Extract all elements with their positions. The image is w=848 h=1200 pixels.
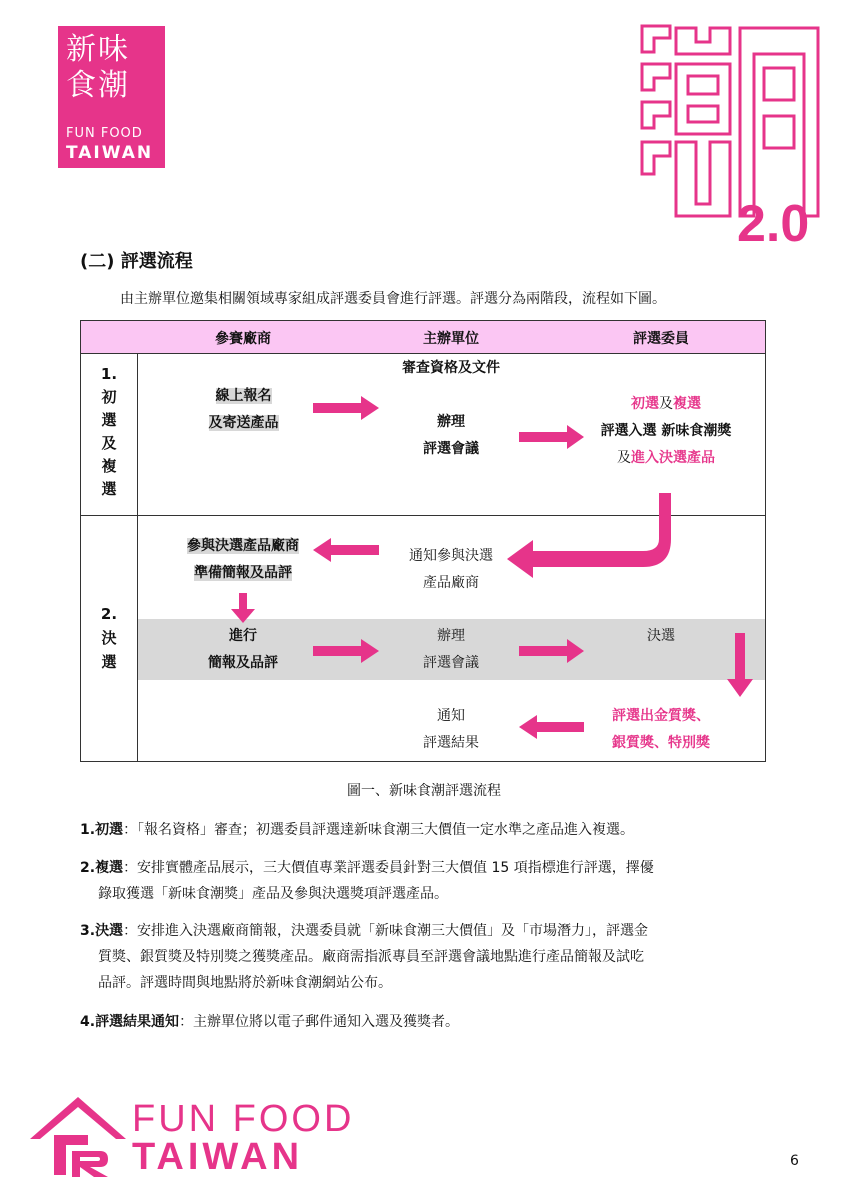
s1-vendor-line2: 及寄送產品 bbox=[208, 415, 279, 431]
header-judges: 評選委員 bbox=[633, 331, 689, 347]
arrow-right-icon bbox=[313, 396, 379, 420]
arrow-left-icon bbox=[519, 715, 584, 739]
s1-judge-line2: 評選入選 新味食潮獎 bbox=[600, 423, 732, 439]
logo-bottom-line2: TAIWAN bbox=[132, 1136, 304, 1178]
version-badge: 2.0 bbox=[737, 195, 810, 253]
arrow-down-icon bbox=[231, 593, 255, 623]
logo-top-left bbox=[58, 26, 165, 168]
s1-judge-preliminary: 初選 bbox=[631, 396, 659, 412]
arrow-left-icon bbox=[313, 538, 379, 562]
item-text-continued: 質獎、銀質獎及特別獎之獲獎產品。廠商需指派專員至評選會議地點進行產品簡報及試吃 bbox=[98, 949, 644, 965]
item-number: 3. bbox=[80, 923, 96, 939]
item-text: ：「報名資格」審查；初選委員評選達新味食潮三大價值一定水準之產品進入複選。 bbox=[123, 822, 635, 838]
page-number: 6 bbox=[790, 1153, 799, 1169]
item-second-round bbox=[80, 855, 770, 907]
stage1-char: 選 bbox=[101, 411, 117, 429]
s2-award-line1: 評選出金質獎、 bbox=[612, 708, 710, 724]
s2-award-line2: 銀質獎、特別獎 bbox=[612, 735, 710, 751]
section-title: (二) 評選流程 bbox=[80, 251, 193, 272]
s1-organizer-line2: 評選會議 bbox=[423, 441, 479, 457]
stage1-char: 選 bbox=[101, 480, 117, 498]
header-organizer: 主辦單位 bbox=[423, 331, 479, 347]
hook-arrow-left-icon bbox=[507, 493, 671, 578]
s1-judge-and: 及 bbox=[659, 396, 673, 412]
logo-chinese-text: 新味食潮 bbox=[66, 32, 130, 103]
s2-vendor-line2: 準備簡報及品評 bbox=[194, 565, 292, 581]
item-text: ：安排實體產品展示，三大價值專業評選委員針對三大價值 15 項指標進行評選，擇優 bbox=[123, 860, 654, 876]
s1-vendor-line1: 線上報名 bbox=[215, 388, 272, 404]
stage1-number: 1. bbox=[100, 365, 118, 383]
s2-present-line2: 簡報及品評 bbox=[208, 655, 278, 671]
logo-bottom-line1: FUN FOOD bbox=[132, 1098, 355, 1140]
item-text: ：主辦單位將以電子郵件通知入選及獲獎者。 bbox=[179, 1014, 460, 1030]
stage2-number: 2. bbox=[100, 605, 118, 623]
s2-result-line2: 評選結果 bbox=[423, 735, 479, 751]
stage1-char: 初 bbox=[101, 388, 117, 406]
s2-vendor-line1: 參與決選產品廠商 bbox=[187, 538, 299, 554]
arrow-right-icon bbox=[519, 639, 584, 663]
stage2-char: 決 bbox=[101, 629, 117, 647]
s2-final-text: 決選 bbox=[647, 628, 675, 644]
item-text-continued: 錄取獲選「新味食潮獎」產品及參與決選獎項評選產品。 bbox=[98, 886, 448, 902]
item-preliminary bbox=[80, 817, 770, 843]
item-final-round bbox=[80, 918, 770, 996]
s2-meeting-line2: 評選會議 bbox=[423, 655, 479, 671]
s1-judge-and2: 及 bbox=[617, 450, 631, 466]
item-result-notice bbox=[80, 1009, 770, 1035]
review-qualification-text: 審查資格及文件 bbox=[402, 360, 500, 376]
item-key: 初選 bbox=[95, 822, 124, 838]
s1-judge-final-entry: 進入決選產品 bbox=[631, 450, 715, 466]
s2-present-line1: 進行 bbox=[229, 628, 257, 644]
item-key: 評選結果通知 bbox=[95, 1014, 180, 1030]
arrow-right-icon bbox=[313, 639, 379, 663]
logo-english-line2: TAIWAN bbox=[66, 143, 154, 163]
s2-result-line1: 通知 bbox=[437, 708, 465, 724]
item-number: 2. bbox=[80, 860, 96, 876]
stage1-char: 複 bbox=[101, 457, 117, 475]
item-number: 4. bbox=[80, 1014, 96, 1030]
item-text-continued: 品評。評選時間與地點將於新味食潮網站公布。 bbox=[98, 975, 392, 991]
s2-notify-line1: 通知參與決選 bbox=[409, 548, 493, 564]
flow-arrows bbox=[81, 321, 767, 763]
stage2-char: 選 bbox=[101, 653, 117, 671]
logo-bottom-text bbox=[132, 1100, 354, 1176]
s2-notify-line2: 產品廠商 bbox=[423, 575, 479, 591]
arrow-right-icon bbox=[519, 425, 584, 449]
s2-meeting-line1: 辦理 bbox=[437, 628, 465, 644]
flow-table bbox=[80, 320, 766, 762]
arrow-down-icon bbox=[727, 633, 753, 697]
stage1-char: 及 bbox=[101, 434, 117, 452]
logo-english-line1: FUN FOOD bbox=[66, 126, 143, 141]
s1-judge-second: 複選 bbox=[673, 396, 701, 412]
header-vendor: 參賽廠商 bbox=[215, 331, 271, 347]
house-logo-icon bbox=[28, 1095, 128, 1179]
figure-caption: 圖一、新味食潮評選流程 bbox=[347, 783, 501, 799]
intro-paragraph: 由主辦單位邀集相關領域專家組成評選委員會進行評選。評選分為兩階段，流程如下圖。 bbox=[120, 291, 666, 307]
tide-character-graphic bbox=[640, 24, 822, 220]
item-text: ：安排進入決選廠商簡報，決選委員就「新味食潮三大價值」及「市場潛力」，評選金 bbox=[123, 923, 649, 939]
s1-organizer-line1: 辦理 bbox=[437, 414, 465, 430]
item-key: 決選 bbox=[95, 923, 124, 939]
item-key: 複選 bbox=[95, 860, 124, 876]
item-number: 1. bbox=[80, 822, 96, 838]
